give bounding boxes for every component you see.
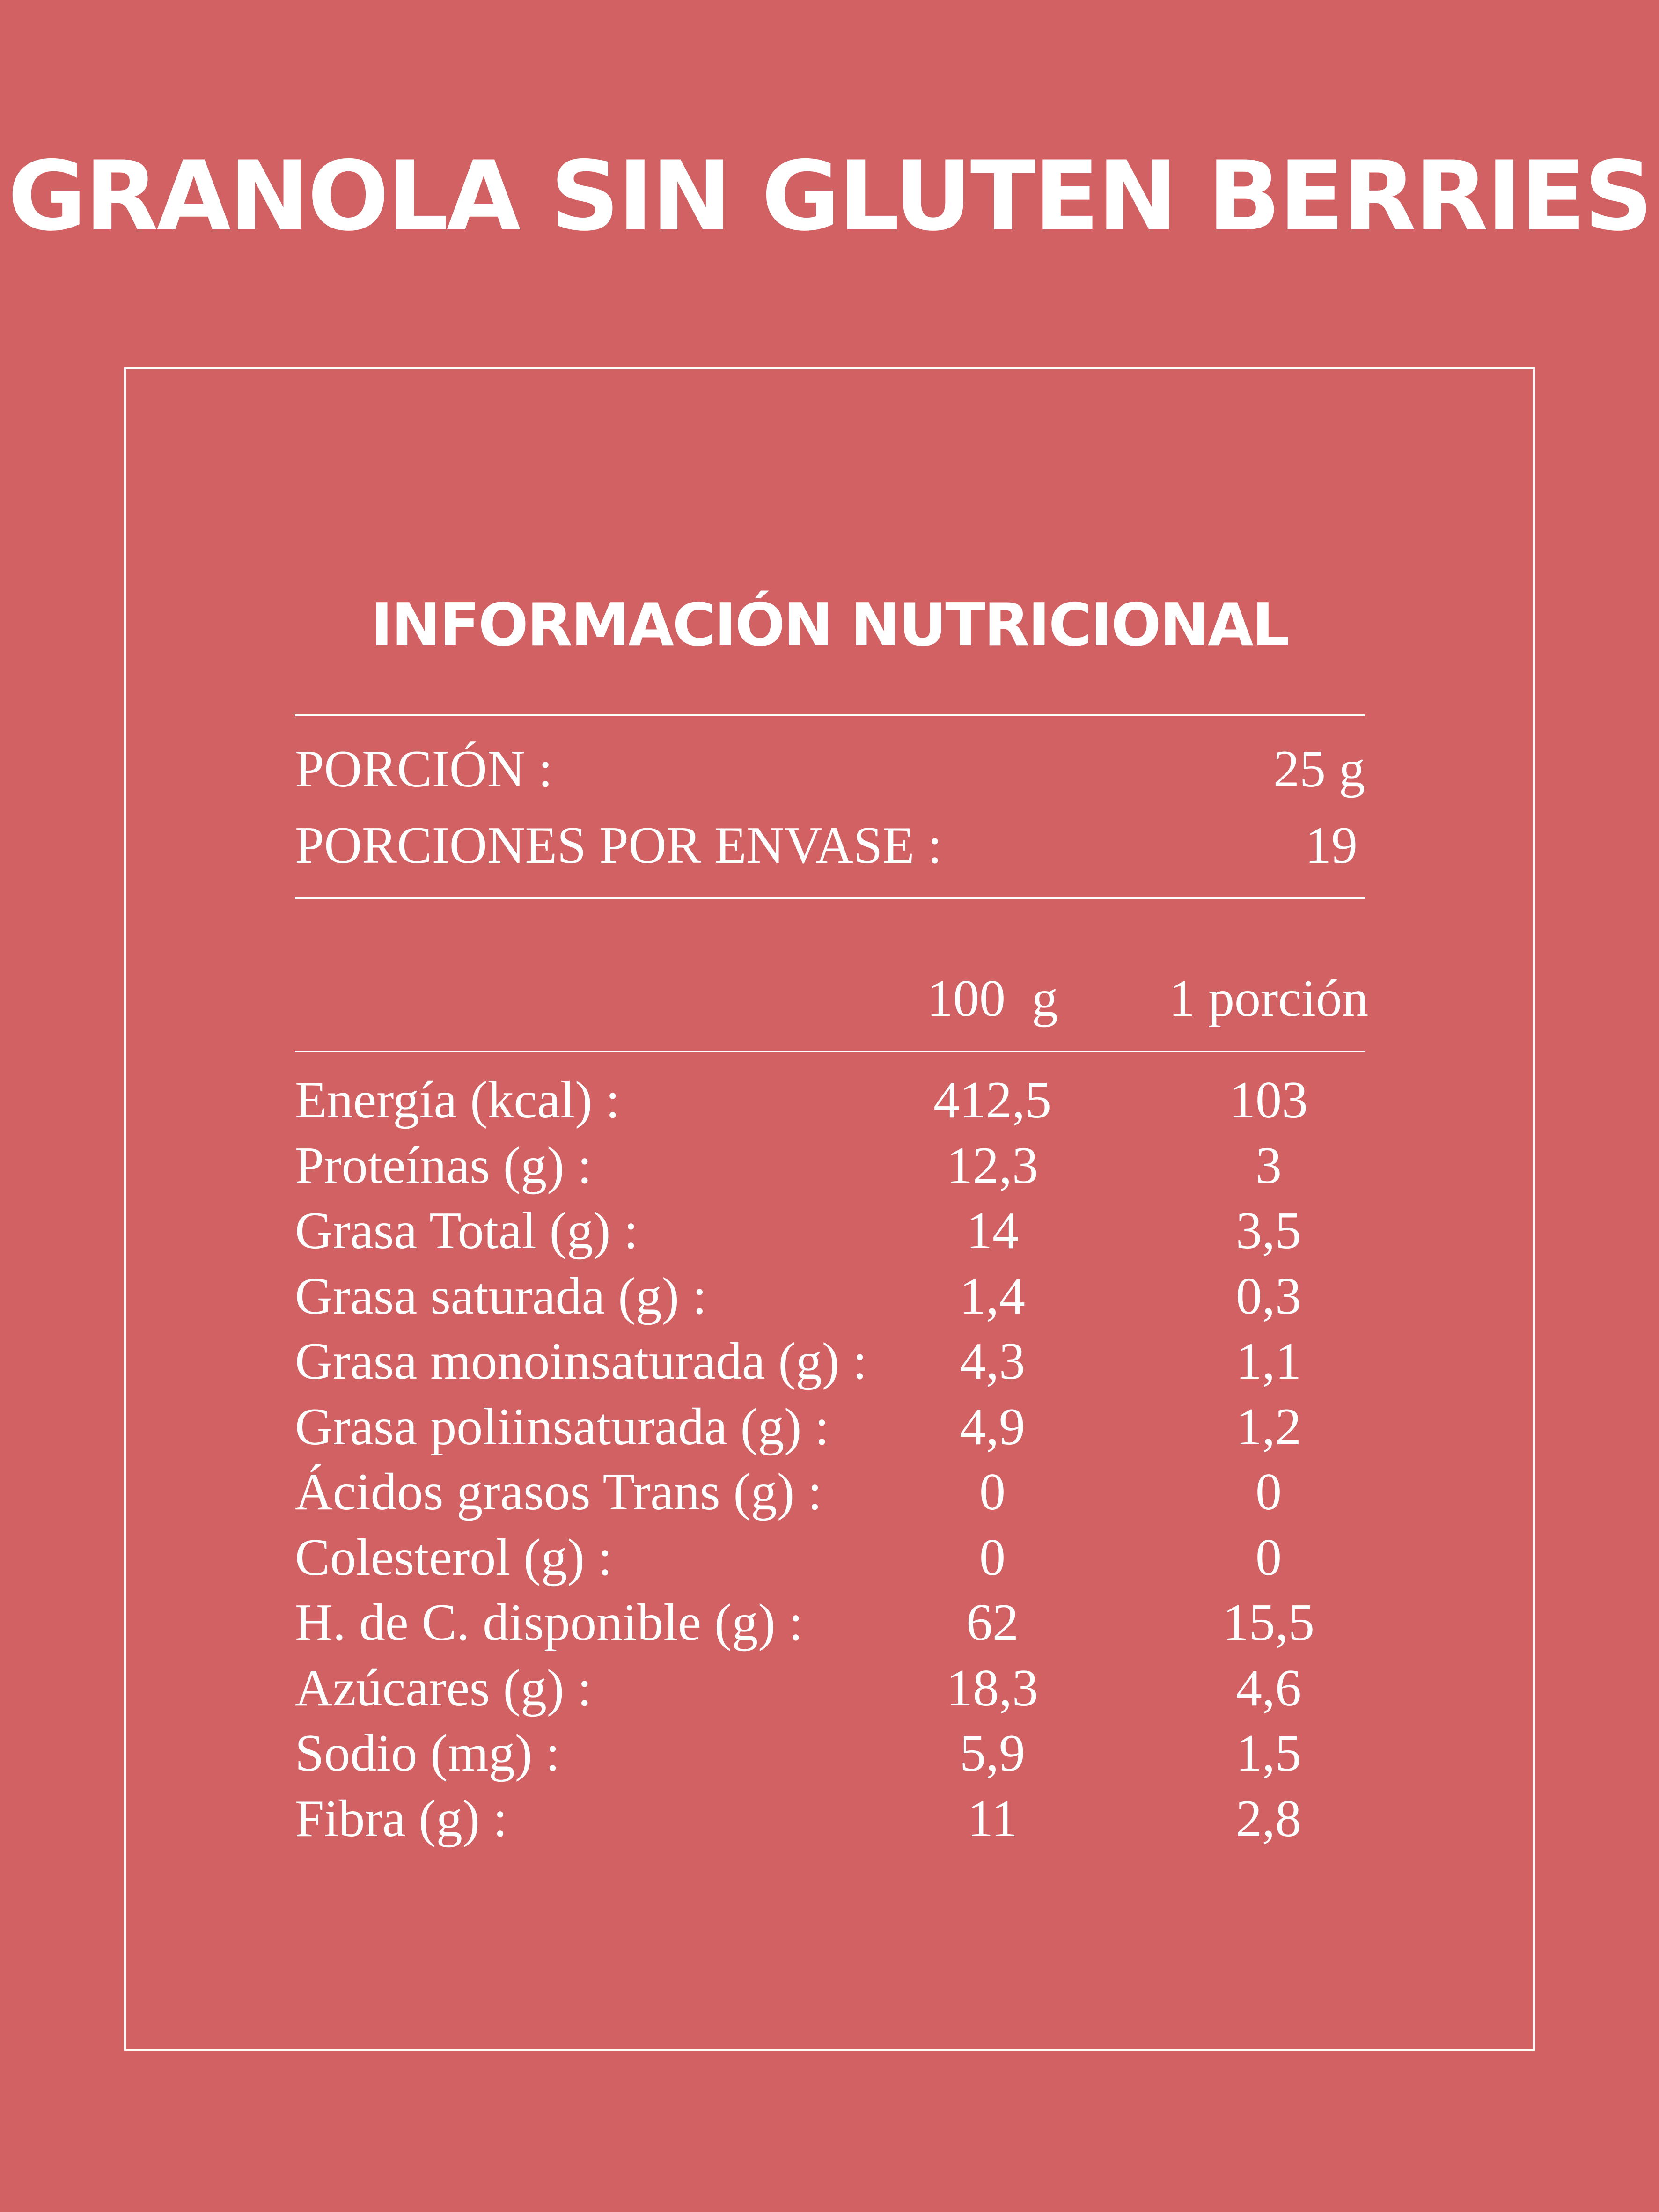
- table-row: [0, 1329, 1659, 1394]
- value-per-portion: 3: [1255, 1136, 1282, 1195]
- value-per-portion: 0,3: [1236, 1267, 1301, 1325]
- product-title: GRANOLA SIN GLUTEN BERRIES: [7, 141, 1652, 252]
- value-per-portion: 1,1: [1236, 1332, 1301, 1390]
- nutrient-label: Grasa saturada (g) :: [295, 1267, 707, 1325]
- table-row: [0, 1525, 1659, 1590]
- value-per100: 14: [966, 1202, 1019, 1260]
- servings-label: PORCIONES POR ENVASE :: [295, 816, 942, 875]
- nutrient-label: Ácidos grasos Trans (g) :: [295, 1463, 822, 1521]
- table-row: [0, 1133, 1659, 1198]
- table-row: [0, 1264, 1659, 1329]
- portion-label: PORCIÓN :: [295, 740, 553, 798]
- column-header-per100: 100 g: [927, 970, 1058, 1028]
- value-per-portion: 4,6: [1236, 1659, 1301, 1717]
- nutrient-label: Energía (kcal) :: [295, 1071, 620, 1129]
- value-per100: 0: [979, 1528, 1006, 1587]
- nutrient-label: Fibra (g) :: [295, 1789, 508, 1848]
- value-per100: 11: [967, 1789, 1018, 1848]
- table-row: [0, 1459, 1659, 1525]
- table-row: [0, 1655, 1659, 1721]
- value-per100: 4,9: [960, 1397, 1025, 1456]
- value-per100: 1,4: [960, 1267, 1025, 1325]
- value-per100: 12,3: [947, 1136, 1038, 1195]
- nutrition-heading: INFORMACIÓN NUTRICIONAL: [371, 590, 1288, 659]
- table-row: [0, 1394, 1659, 1460]
- nutrient-label: Grasa monoinsaturada (g) :: [295, 1332, 867, 1390]
- value-per100: 5,9: [960, 1724, 1025, 1782]
- value-per-portion: 0: [1255, 1528, 1282, 1587]
- divider-header: [295, 1051, 1365, 1052]
- value-per-portion: 3,5: [1236, 1202, 1301, 1260]
- divider-middle: [295, 897, 1365, 899]
- nutrient-label: Colesterol (g) :: [295, 1528, 613, 1587]
- value-per-portion: 1,2: [1236, 1397, 1301, 1456]
- value-per100: 62: [966, 1594, 1019, 1652]
- nutrient-label: Proteínas (g) :: [295, 1136, 592, 1195]
- servings-value: 19: [1305, 816, 1358, 875]
- value-per-portion: 1,5: [1236, 1724, 1301, 1782]
- value-per-portion: 2,8: [1236, 1789, 1301, 1848]
- column-header-per-portion: 1 porción: [1168, 970, 1369, 1028]
- table-row: [0, 1198, 1659, 1264]
- value-per-portion: 15,5: [1223, 1594, 1314, 1652]
- nutrient-label: Sodio (mg) :: [295, 1724, 560, 1782]
- table-row: [0, 1786, 1659, 1852]
- value-per100: 4,3: [960, 1332, 1025, 1390]
- portion-value: 25 g: [1273, 740, 1365, 798]
- value-per100: 0: [979, 1463, 1006, 1521]
- table-row: [0, 1067, 1659, 1133]
- value-per100: 18,3: [947, 1659, 1038, 1717]
- value-per-portion: 0: [1255, 1463, 1282, 1521]
- nutrient-label: Azúcares (g) :: [295, 1659, 592, 1717]
- divider-top: [295, 714, 1365, 716]
- nutrient-label: Grasa Total (g) :: [295, 1202, 639, 1260]
- value-per100: 412,5: [933, 1071, 1051, 1129]
- value-per-portion: 103: [1229, 1071, 1308, 1129]
- nutrient-label: Grasa poliinsaturada (g) :: [295, 1397, 830, 1456]
- nutrient-label: H. de C. disponible (g) :: [295, 1594, 803, 1652]
- nutrient-table: [0, 1067, 1659, 1851]
- table-row: [0, 1720, 1659, 1786]
- table-row: [0, 1590, 1659, 1655]
